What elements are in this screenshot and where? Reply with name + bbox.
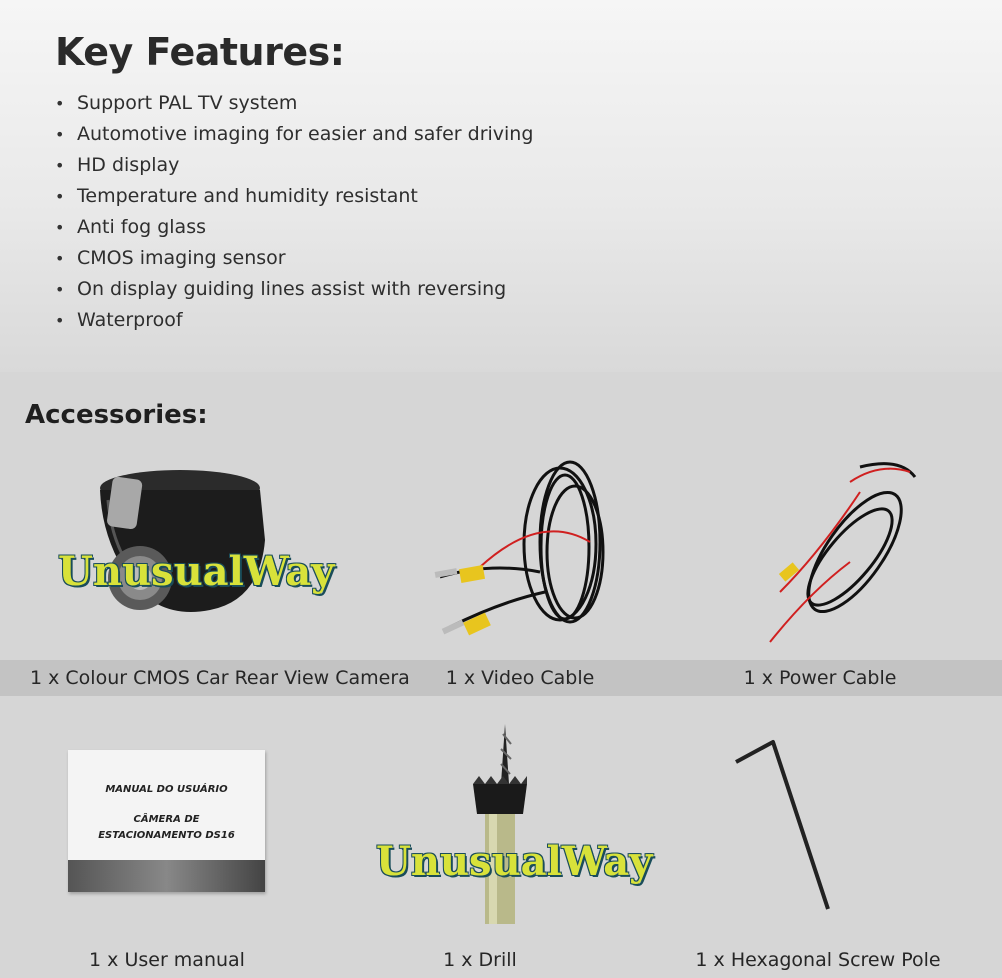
accessories-section	[0, 372, 1002, 978]
manual-text-line: ESTACIONAMENTO DS16	[98, 830, 235, 841]
watermark-text: UnusualWay	[376, 838, 653, 885]
feature-item: • CMOS imaging sensor	[55, 243, 533, 274]
power-cable-icon	[750, 452, 950, 652]
watermark-text: UnusualWay	[58, 548, 335, 595]
accessory-caption: 1 x Hexagonal Screw Pole	[695, 949, 941, 971]
video-cable-icon	[420, 452, 640, 652]
feature-item: • Automotive imaging for easier and safer driving	[55, 119, 533, 150]
features-list	[55, 88, 533, 336]
user-manual-icon	[68, 750, 265, 892]
accessory-caption: 1 x Colour CMOS Car Rear View Camera	[30, 667, 410, 689]
accessory-caption: 1 x User manual	[89, 949, 245, 971]
key-features-section	[0, 0, 1002, 372]
feature-item: • Anti fog glass	[55, 212, 533, 243]
accessory-caption: 1 x Video Cable	[445, 667, 595, 689]
feature-item: • Temperature and humidity resistant	[55, 181, 533, 212]
accessories-title: Accessories:	[25, 400, 208, 430]
accessory-caption: 1 x Drill	[443, 949, 517, 971]
accessory-caption: 1 x Power Cable	[743, 667, 897, 689]
key-features-title: Key Features:	[55, 30, 345, 74]
manual-text-line: MANUAL DO USUÁRIO	[105, 784, 228, 795]
feature-item: • Waterproof	[55, 305, 533, 336]
drill-icon	[465, 724, 535, 934]
hex-key-icon	[728, 734, 838, 924]
feature-item: • HD display	[55, 150, 533, 181]
manual-text-line: CÂMERA DE	[133, 814, 200, 825]
feature-item: • Support PAL TV system	[55, 88, 533, 119]
feature-item: • On display guiding lines assist with reversing	[55, 274, 533, 305]
